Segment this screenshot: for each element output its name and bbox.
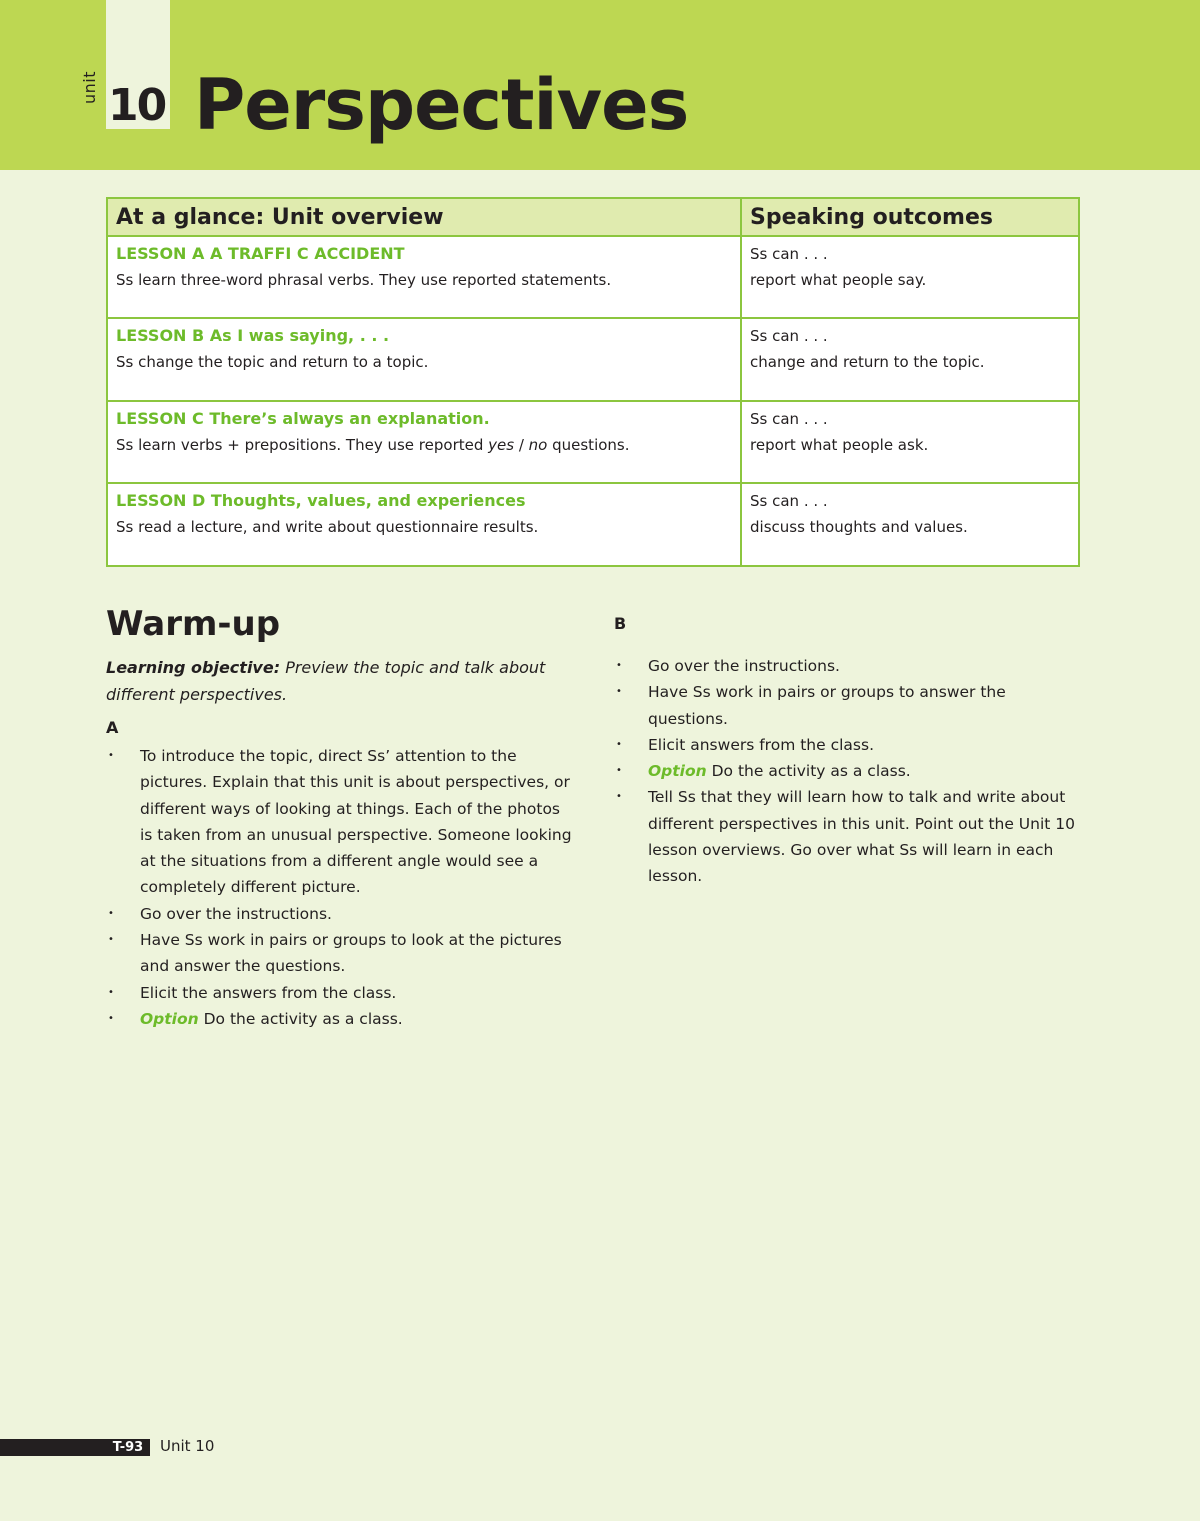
footer-unit-label: Unit 10 <box>160 1437 215 1455</box>
list-item <box>106 1006 576 1032</box>
lesson-c-description-pre: Ss learn verbs + prepositions. They use reported <box>116 436 489 454</box>
part-b-list <box>614 653 1084 890</box>
option-text: Do the activity as a class. <box>706 762 911 781</box>
warmup-title: Warm-up <box>106 604 281 644</box>
part-a-label: A <box>106 718 119 737</box>
warmup-left-column <box>106 604 576 1032</box>
page-title: Perspectives <box>194 64 689 146</box>
list-item-text: Have Ss work in pairs or groups to answer the questions. <box>648 683 1006 728</box>
list-item-text: Elicit the answers from the class. <box>140 983 397 1002</box>
list-item-text: Go over the instructions. <box>140 904 332 923</box>
unit-number: 10 <box>108 80 166 131</box>
list-item-text: Have Ss work in pairs or groups to look at the pictures and answer the questions. <box>140 931 562 976</box>
lesson-b-title: LESSON B As I was saying, . . . <box>116 326 390 345</box>
bullet-icon: • <box>616 660 622 671</box>
bullet-icon: • <box>108 750 114 761</box>
list-item <box>614 784 1084 889</box>
outcome-text: change and return to the topic. <box>750 353 985 371</box>
part-b-label: B <box>614 614 627 633</box>
lesson-cell <box>107 483 741 566</box>
lesson-c-description-post: questions. <box>547 436 630 454</box>
outcome-text: report what people say. <box>750 271 927 289</box>
lesson-cell <box>107 401 741 483</box>
list-item <box>614 679 1084 732</box>
bullet-icon: • <box>108 1012 114 1024</box>
bullet-icon: • <box>616 791 622 803</box>
outcome-cell <box>741 318 1079 401</box>
list-item <box>614 653 1084 679</box>
lesson-a-title: LESSON A A TRAFFI C ACCIDENT <box>116 244 405 263</box>
outcome-text: report what people ask. <box>750 436 929 454</box>
unit-label: unit <box>80 71 99 104</box>
lesson-c-description-slash: / <box>514 436 529 454</box>
outcomes-column-header: Speaking outcomes <box>741 198 1079 236</box>
outcome-cell <box>741 483 1079 566</box>
warmup-right-column <box>614 604 1084 890</box>
option-label: Option <box>648 762 707 781</box>
lesson-cell <box>107 236 741 318</box>
bullet-icon: • <box>616 738 622 750</box>
bullet-icon: • <box>108 934 114 946</box>
table-header-row <box>107 198 1079 236</box>
list-item <box>106 927 576 980</box>
objective-text: Preview the topic and talk about different perspectives. <box>106 658 546 704</box>
lesson-c-description-yes: yes <box>488 436 515 454</box>
list-item-text: To introduce the topic, direct Ss’ attention to the pictures. Explain that this unit is about perspectives, or different ways of looking at things. Each of the photos is taken from an unusual perspective. Someone looking at the situations from a different angle would see a completely different picture. <box>140 747 572 897</box>
outcome-text: discuss thoughts and values. <box>750 518 968 536</box>
lesson-d-title: LESSON D Thoughts, values, and experiences <box>116 491 526 510</box>
table-row <box>107 236 1079 318</box>
outcome-intro: Ss can . . . <box>750 492 828 510</box>
outcome-cell <box>741 236 1079 318</box>
lesson-d-description: Ss read a lecture, and write about questionnaire results. <box>116 518 539 536</box>
lesson-c-title: LESSON C There’s always an explanation. <box>116 409 490 428</box>
lesson-a-description: Ss learn three-word phrasal verbs. They use reported statements. <box>116 271 612 289</box>
list-item <box>106 743 576 901</box>
overview-column-header: At a glance: Unit overview <box>107 198 741 236</box>
lesson-cell <box>107 318 741 401</box>
list-item-text: Go over the instructions. <box>648 657 840 675</box>
table-row <box>107 401 1079 483</box>
list-item <box>614 732 1084 758</box>
page-number: T-93 <box>112 1440 144 1455</box>
outcome-intro: Ss can . . . <box>750 245 828 263</box>
learning-objective <box>106 654 576 708</box>
table-row <box>107 318 1079 401</box>
lesson-b-description: Ss change the topic and return to a topic. <box>116 353 429 371</box>
unit-overview-table <box>106 197 1080 567</box>
list-item <box>106 980 576 1006</box>
bullet-icon: • <box>616 686 622 698</box>
option-text: Do the activity as a class. <box>198 1009 403 1028</box>
outcome-cell <box>741 401 1079 483</box>
outcome-intro: Ss can . . . <box>750 410 828 428</box>
bullet-icon: • <box>108 907 114 919</box>
list-item <box>106 901 576 927</box>
list-item-text: Tell Ss that they will learn how to talk and write about different perspectives in this unit. Point out the Unit 10 lesson overviews. Go over what Ss will learn in each lesson. <box>648 788 1076 886</box>
lesson-c-description-no: no <box>528 436 548 454</box>
list-item-text: Elicit answers from the class. <box>648 735 874 754</box>
bullet-icon: • <box>616 765 622 777</box>
table-row <box>107 483 1079 566</box>
part-a-list <box>106 743 576 1032</box>
list-item <box>614 758 1084 784</box>
lesson-c-description <box>116 432 732 458</box>
option-label: Option <box>140 1009 199 1028</box>
objective-label: Learning objective: <box>106 658 281 677</box>
outcome-intro: Ss can . . . <box>750 327 828 345</box>
bullet-icon: • <box>108 986 114 998</box>
